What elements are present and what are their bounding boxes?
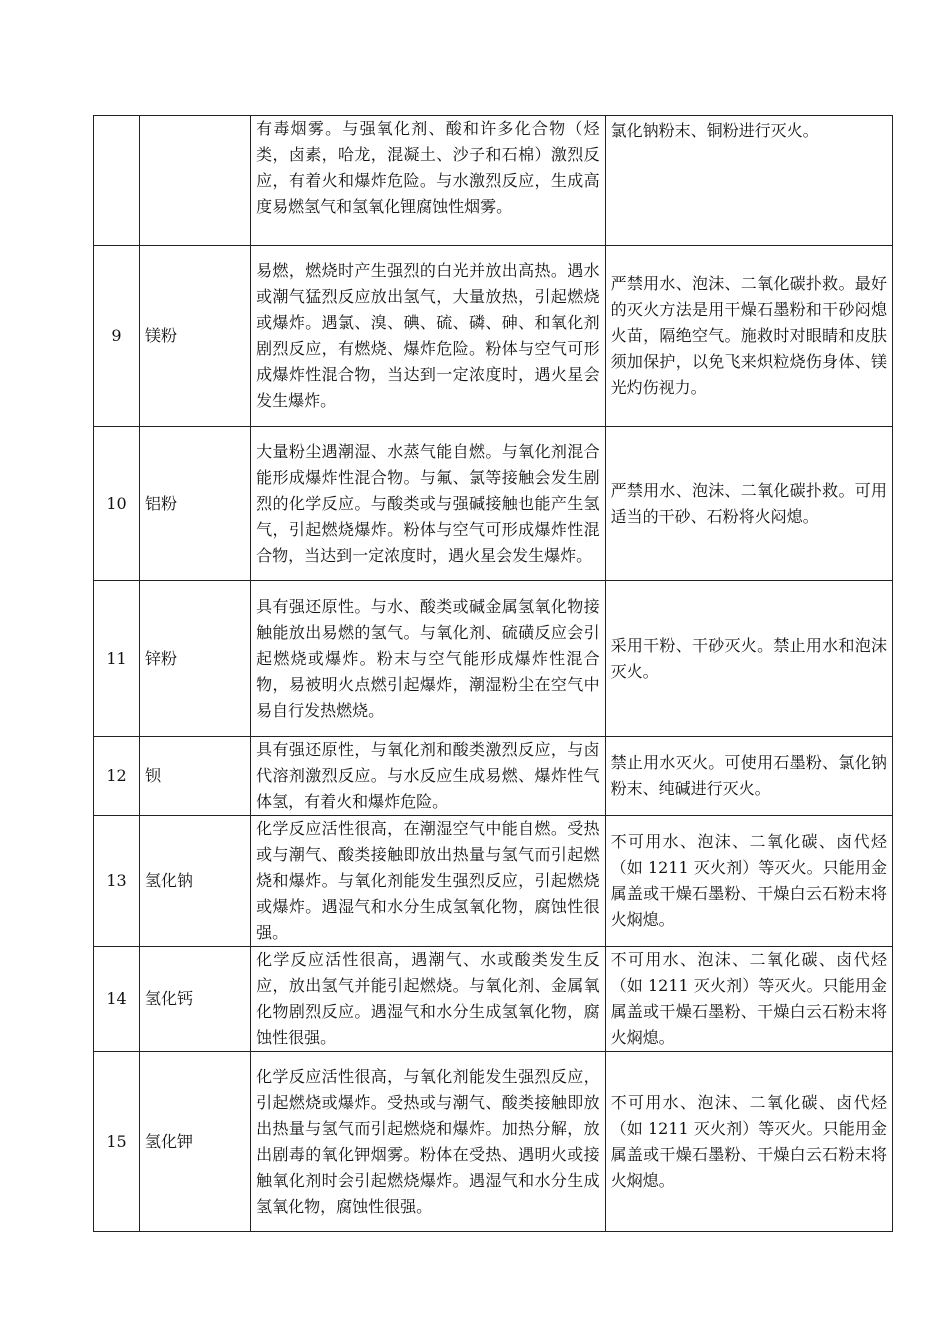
substance-name: 锌粉 [140,581,251,737]
table-row [94,246,893,427]
firefighting-method: 严禁用水、泡沫、二氧化碳扑救。最好的灭火方法是用干燥石墨粉和干砂闷熄火苗，隔绝空气。施救时对眼睛和皮肤须加保护，以免飞来炽粒烧伤身体、镁光灼伤视力。 [605,246,892,427]
hazard-description: 具有强还原性，与氧化剂和酸类激烈反应，与卤代溶剂激烈反应。与水反应生成易燃、爆炸性气体氢，有着火和爆炸危险。 [251,737,605,816]
table-row [94,947,893,1052]
hazard-table [93,115,893,1232]
table-row [94,1052,893,1232]
hazard-description: 大量粉尘遇潮湿、水蒸气能自燃。与氧化剂混合能形成爆炸性混合物。与氟、氯等接触会发生剧烈的化学反应。与酸类或与强碱接触也能产生氢气，引起燃烧爆炸。粉体与空气可形成爆炸性混合物，当达到一定浓度时，遇火星会发生爆炸。 [251,427,605,581]
substance-name [140,116,251,246]
firefighting-method: 不可用水、泡沫、二氧化碳、卤代烃（如 1211 灭火剂）等灭火。只能用金属盖或干燥石墨粉、干燥白云石粉末将火焖熄。 [605,1052,892,1232]
substance-name: 氢化钠 [140,816,251,947]
table-row [94,581,893,737]
table-row [94,427,893,581]
substance-name: 氢化钾 [140,1052,251,1232]
firefighting-method: 不可用水、泡沫、二氧化碳、卤代烃（如 1211 灭火剂）等灭火。只能用金属盖或干燥石墨粉、干燥白云石粉末将火焖熄。 [605,816,892,947]
hazard-description: 化学反应活性很高，与氧化剂能发生强烈反应，引起燃烧或爆炸。受热或与潮气、酸类接触即放出热量与氢气而引起燃烧和爆炸。加热分解，放出剧毒的氧化钾烟雾。粉体在受热、遇明火或接触氧化剂时会引起燃烧爆炸。遇湿气和水分生成氢氧化物，腐蚀性很强。 [251,1052,605,1232]
substance-name: 钡 [140,737,251,816]
firefighting-method: 不可用水、泡沫、二氧化碳、卤代烃（如 1211 灭火剂）等灭火。只能用金属盖或干燥石墨粉、干燥白云石粉末将火焖熄。 [605,947,892,1052]
row-number: 13 [94,816,140,947]
firefighting-method: 禁止用水灭火。可使用石墨粉、氯化钠粉末、纯碱进行灭火。 [605,737,892,816]
row-number: 11 [94,581,140,737]
row-number: 14 [94,947,140,1052]
row-number: 12 [94,737,140,816]
row-number: 10 [94,427,140,581]
row-number [94,116,140,246]
firefighting-method: 氯化钠粉末、铜粉进行灭火。 [605,116,892,246]
substance-name: 氢化钙 [140,947,251,1052]
hazard-description: 化学反应活性很高，遇潮气、水或酸类发生反应，放出氢气并能引起燃烧。与氧化剂、金属氧化物剧烈反应。遇湿气和水分生成氢氧化物，腐蚀性很强。 [251,947,605,1052]
table-row [94,816,893,947]
firefighting-method: 采用干粉、干砂灭火。禁止用水和泡沫灭火。 [605,581,892,737]
row-number: 15 [94,1052,140,1232]
hazard-description: 有毒烟雾。与强氧化剂、酸和许多化合物（烃类，卤素，哈龙，混凝土、沙子和石棉）激烈反应，有着火和爆炸危险。与水激烈反应，生成高度易燃氢气和氢氧化锂腐蚀性烟雾。 [251,116,605,246]
hazard-description: 化学反应活性很高，在潮湿空气中能自燃。受热或与潮气、酸类接触即放出热量与氢气而引起燃烧和爆炸。与氧化剂能发生强烈反应，引起燃烧或爆炸。遇湿气和水分生成氢氧化物，腐蚀性很强。 [251,816,605,947]
hazard-description: 易燃，燃烧时产生强烈的白光并放出高热。遇水或潮气猛烈反应放出氢气，大量放热，引起燃烧或爆炸。遇氯、溴、碘、硫、磷、砷、和氧化剂剧烈反应，有燃烧、爆炸危险。粉体与空气可形成爆炸性混合物，当达到一定浓度时，遇火星会发生爆炸。 [251,246,605,427]
row-number: 9 [94,246,140,427]
firefighting-method: 严禁用水、泡沫、二氧化碳扑救。可用适当的干砂、石粉将火闷熄。 [605,427,892,581]
hazard-description: 具有强还原性。与水、酸类或碱金属氢氧化物接触能放出易燃的氢气。与氧化剂、硫磺反应会引起燃烧或爆炸。粉末与空气能形成爆炸性混合物，易被明火点燃引起爆炸，潮湿粉尘在空气中易自行发热燃烧。 [251,581,605,737]
substance-name: 镁粉 [140,246,251,427]
substance-name: 铝粉 [140,427,251,581]
table-row [94,737,893,816]
table-row [94,116,893,246]
